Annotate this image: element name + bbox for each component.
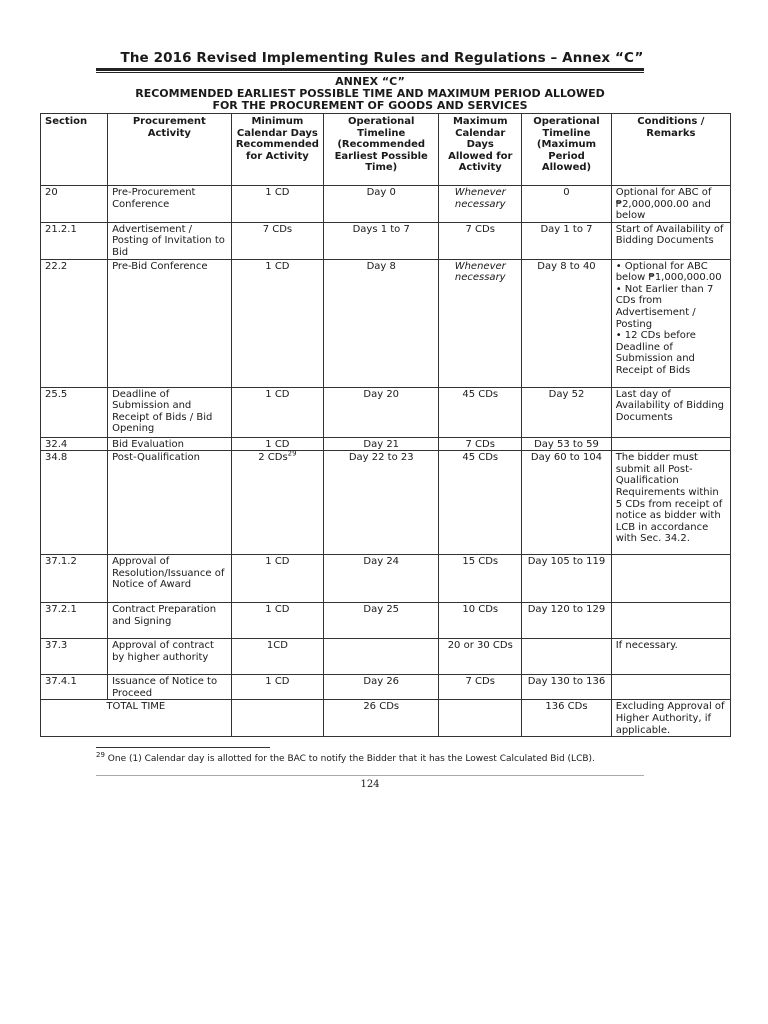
cell-activity: Advertisement / Posting of Invitation to Bid bbox=[108, 222, 232, 259]
total-row bbox=[41, 700, 731, 737]
cell-earliest: Day 21 bbox=[324, 437, 439, 451]
column-header-section: Section bbox=[41, 114, 108, 186]
column-header-max-timeline: Operational Timeline (Maximum Period Allowed) bbox=[522, 114, 611, 186]
table-row bbox=[41, 639, 731, 675]
cell-max-days: Whenever necessary bbox=[439, 259, 522, 387]
cell-min-days: 7 CDs bbox=[231, 222, 324, 259]
title-divider bbox=[96, 68, 644, 73]
cell-max-days: 7 CDs bbox=[439, 437, 522, 451]
footnote-divider bbox=[96, 747, 270, 748]
cell-max-period bbox=[522, 639, 611, 675]
footnote-marker: 29 bbox=[96, 751, 105, 759]
cell-remarks: If necessary. bbox=[611, 639, 730, 675]
page-title: The 2016 Revised Implementing Rules and Regulations – Annex “C” bbox=[120, 50, 644, 66]
cell-max-days: 7 CDs bbox=[439, 222, 522, 259]
cell-activity: Approval of Resolution/Issuance of Notice of Award bbox=[108, 555, 232, 603]
table-row bbox=[41, 222, 731, 259]
footnote-ref: 29 bbox=[287, 450, 297, 458]
page-footer-divider bbox=[96, 775, 644, 776]
cell-min-days: 1 CD bbox=[231, 186, 324, 223]
cell-min-days: 1 CD bbox=[231, 603, 324, 639]
cell-min-days bbox=[231, 451, 324, 555]
cell-activity: Approval of contract by higher authority bbox=[108, 639, 232, 675]
cell-section: 20 bbox=[41, 186, 108, 223]
cell-min-days: 1 CD bbox=[231, 259, 324, 387]
min-days-value: 2 CDs bbox=[258, 452, 288, 464]
cell-min-days: 1 CD bbox=[231, 555, 324, 603]
cell-activity: Pre-Procurement Conference bbox=[108, 186, 232, 223]
total-label: TOTAL TIME bbox=[41, 700, 232, 737]
cell-remarks bbox=[611, 555, 730, 603]
table-row bbox=[41, 555, 731, 603]
footnote-text: One (1) Calendar day is allotted for the BAC to notify the Bidder that it has the Lowest Calculated Bid (LCB). bbox=[107, 754, 595, 764]
cell-max-period: Day 52 bbox=[522, 387, 611, 437]
cell-section: 34.8 bbox=[41, 451, 108, 555]
cell-earliest: Days 1 to 7 bbox=[324, 222, 439, 259]
cell-earliest: Day 25 bbox=[324, 603, 439, 639]
table-header-row bbox=[41, 114, 731, 186]
cell-max-days: Whenever necessary bbox=[439, 186, 522, 223]
annex-heading bbox=[96, 76, 644, 112]
cell-min-days: 1 CD bbox=[231, 387, 324, 437]
table-row bbox=[41, 675, 731, 700]
cell-activity: Pre-Bid Conference bbox=[108, 259, 232, 387]
remark-bullet: • Optional for ABC below ₱1,000,000.00 bbox=[615, 260, 722, 284]
remark-bullet: • 12 CDs before Deadline of Submission and Receipt of Bids bbox=[615, 330, 696, 376]
page-number: 124 bbox=[360, 779, 380, 790]
cell-section: 37.2.1 bbox=[41, 603, 108, 639]
cell-section: 37.3 bbox=[41, 639, 108, 675]
cell-activity: Deadline of Submission and Receipt of Bids / Bid Opening bbox=[108, 387, 232, 437]
annex-title-line-2: FOR THE PROCUREMENT OF GOODS AND SERVICES bbox=[212, 99, 528, 112]
cell-section: 37.1.2 bbox=[41, 555, 108, 603]
cell-section: 25.5 bbox=[41, 387, 108, 437]
total-earliest: 26 CDs bbox=[324, 700, 439, 737]
annex-label: ANNEX “C” bbox=[335, 75, 405, 88]
cell-activity: Bid Evaluation bbox=[108, 437, 232, 451]
cell-earliest: Day 22 to 23 bbox=[324, 451, 439, 555]
cell-section: 32.4 bbox=[41, 437, 108, 451]
cell-min-days bbox=[231, 700, 324, 737]
cell-max-period: Day 8 to 40 bbox=[522, 259, 611, 387]
cell-max-days: 10 CDs bbox=[439, 603, 522, 639]
table-row bbox=[41, 186, 731, 223]
cell-activity: Contract Preparation and Signing bbox=[108, 603, 232, 639]
table-row bbox=[41, 259, 731, 387]
column-header-max-days: Maximum Calendar Days Allowed for Activity bbox=[439, 114, 522, 186]
cell-earliest: Day 24 bbox=[324, 555, 439, 603]
remark-bullet: • Not Earlier than 7 CDs from Advertisement / Posting bbox=[615, 283, 714, 330]
column-header-remarks: Conditions / Remarks bbox=[611, 114, 730, 186]
cell-section: 22.2 bbox=[41, 259, 108, 387]
cell-remarks: The bidder must submit all Post-Qualification Requirements within 5 CDs from receipt of notice as bidder with LCB in accordance with Sec. 34.2. bbox=[611, 451, 730, 555]
cell-remarks: Optional for ABC of ₱2,000,000.00 and below bbox=[611, 186, 730, 223]
cell-earliest: Day 8 bbox=[324, 259, 439, 387]
cell-max-period: Day 60 to 104 bbox=[522, 451, 611, 555]
table-row bbox=[41, 387, 731, 437]
cell-max-period: Day 120 to 129 bbox=[522, 603, 611, 639]
cell-earliest: Day 0 bbox=[324, 186, 439, 223]
cell-earliest bbox=[324, 639, 439, 675]
column-header-earliest-timeline: Operational Timeline (Recommended Earliest Possible Time) bbox=[324, 114, 439, 186]
cell-remarks bbox=[611, 603, 730, 639]
cell-earliest: Day 20 bbox=[324, 387, 439, 437]
cell-max-period: Day 105 to 119 bbox=[522, 555, 611, 603]
table-row bbox=[41, 603, 731, 639]
column-header-min-days: Minimum Calendar Days Recommended for Activity bbox=[231, 114, 324, 186]
cell-remarks bbox=[611, 675, 730, 700]
cell-activity: Post-Qualification bbox=[108, 451, 232, 555]
cell-max-period: Day 130 to 136 bbox=[522, 675, 611, 700]
cell-min-days: 1CD bbox=[231, 639, 324, 675]
cell-activity: Issuance of Notice to Proceed bbox=[108, 675, 232, 700]
table-row bbox=[41, 437, 731, 451]
table-row bbox=[41, 451, 731, 555]
annex-title-line-1: RECOMMENDED EARLIEST POSSIBLE TIME AND MAXIMUM PERIOD ALLOWED bbox=[135, 87, 605, 100]
cell-min-days: 1 CD bbox=[231, 437, 324, 451]
cell-min-days: 1 CD bbox=[231, 675, 324, 700]
cell-earliest: Day 26 bbox=[324, 675, 439, 700]
cell-max-days: 7 CDs bbox=[439, 675, 522, 700]
column-header-activity: Procurement Activity bbox=[108, 114, 232, 186]
cell-max-days: 45 CDs bbox=[439, 451, 522, 555]
procurement-timeline-table bbox=[40, 113, 731, 737]
cell-max-period: Day 53 to 59 bbox=[522, 437, 611, 451]
total-remarks: Excluding Approval of Higher Authority, if applicable. bbox=[611, 700, 730, 737]
cell-section: 37.4.1 bbox=[41, 675, 108, 700]
cell-max-days: 20 or 30 CDs bbox=[439, 639, 522, 675]
footnote bbox=[96, 751, 696, 764]
cell-section: 21.2.1 bbox=[41, 222, 108, 259]
cell-max-period: 0 bbox=[522, 186, 611, 223]
total-max-period: 136 CDs bbox=[522, 700, 611, 737]
cell-max-period: Day 1 to 7 bbox=[522, 222, 611, 259]
cell-max-days bbox=[439, 700, 522, 737]
cell-max-days: 15 CDs bbox=[439, 555, 522, 603]
cell-remarks: Last day of Availability of Bidding Documents bbox=[611, 387, 730, 437]
cell-remarks bbox=[611, 259, 730, 387]
cell-max-days: 45 CDs bbox=[439, 387, 522, 437]
cell-remarks: Start of Availability of Bidding Documents bbox=[611, 222, 730, 259]
cell-remarks bbox=[611, 437, 730, 451]
